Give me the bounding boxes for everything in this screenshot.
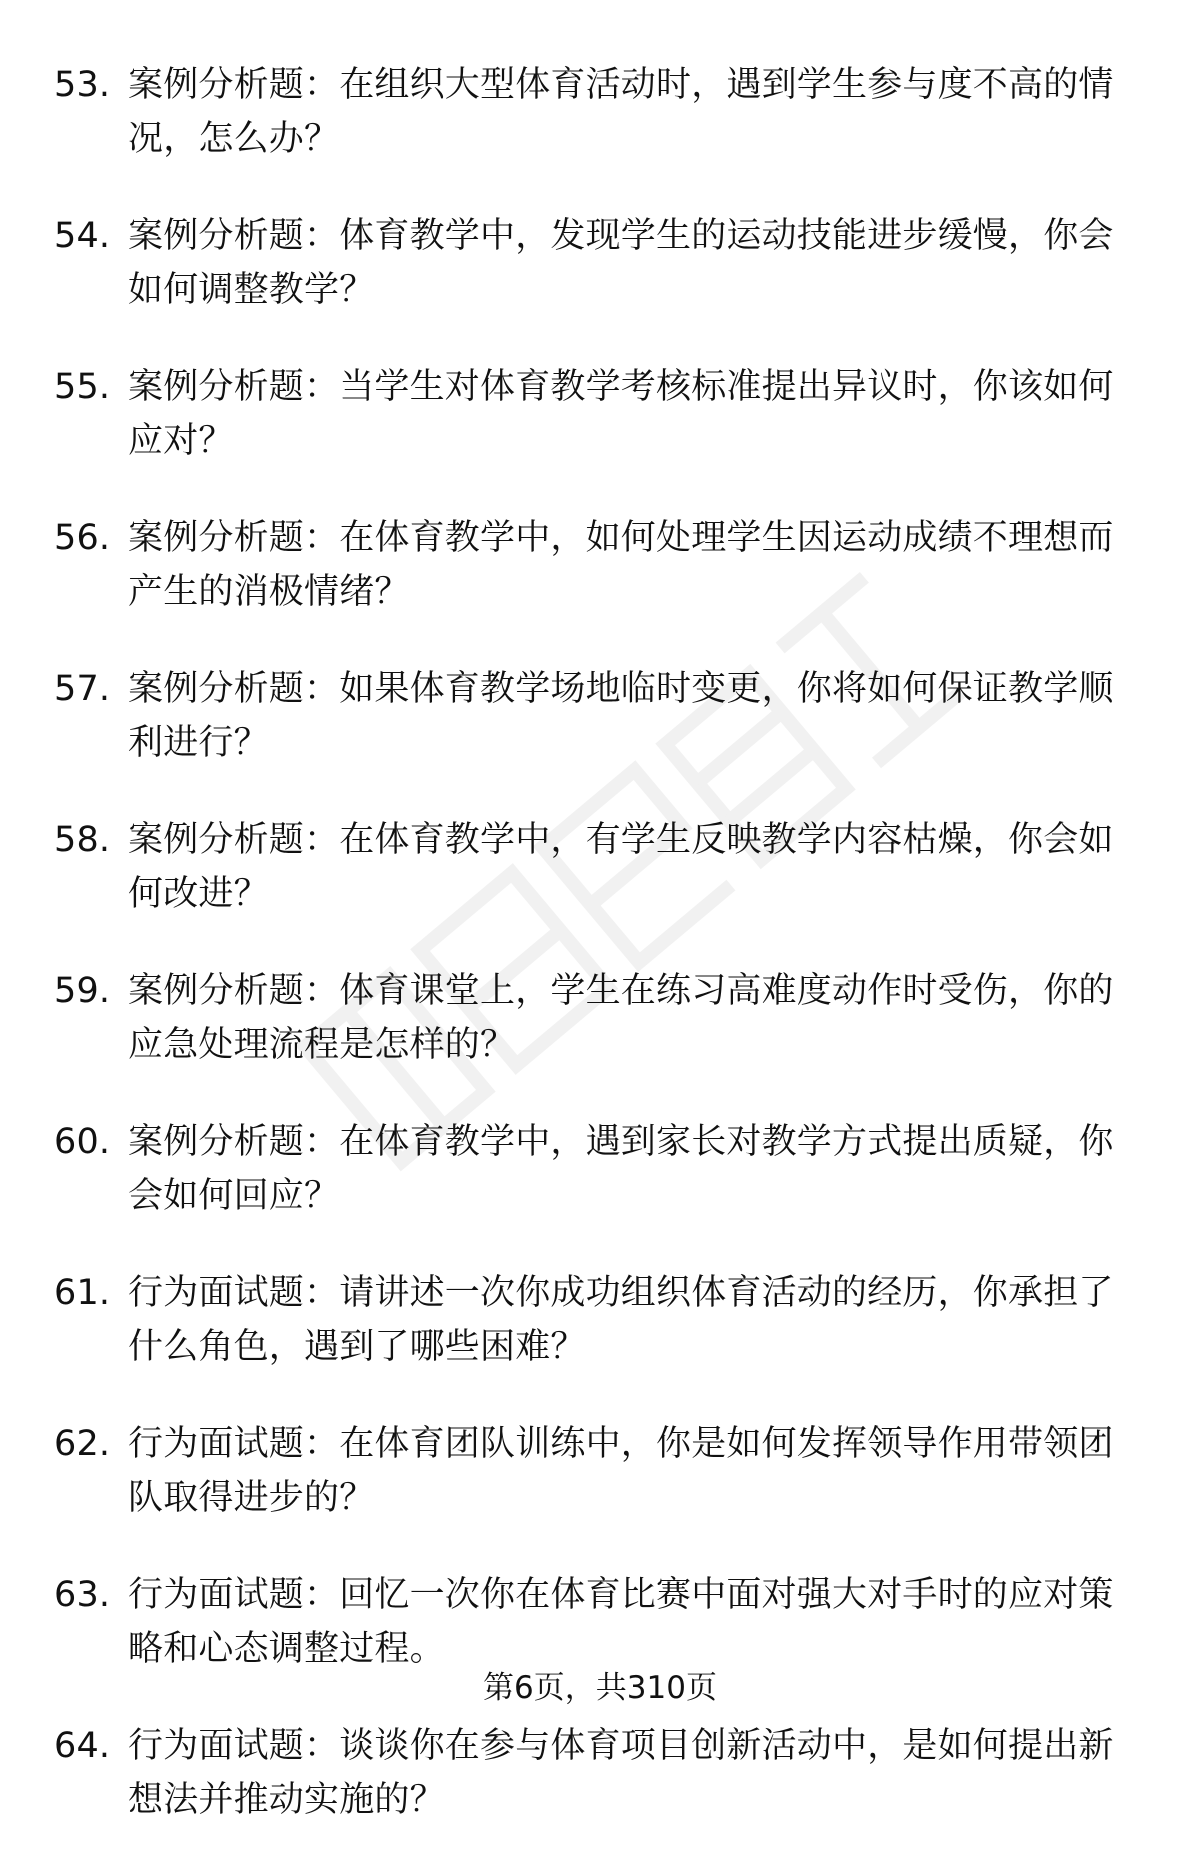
question-text: 案例分析题：体育课堂上，学生在练习高难度动作时受伤，你的应急处理流程是怎样的？ (128, 971, 1114, 1065)
question-item (54, 1266, 1146, 1374)
question-number: 62. (54, 1424, 111, 1464)
question-number: 53. (54, 65, 111, 105)
question-text: 行为面试题：请讲述一次你成功组织体育活动的经历，你承担了什么角色，遇到了哪些困难？ (128, 1273, 1114, 1367)
question-item (54, 58, 1146, 166)
question-text: 案例分析题：如果体育教学场地临时变更，你将如何保证教学顺利进行？ (128, 669, 1114, 763)
question-text: 案例分析题：在体育教学中，遇到家长对教学方式提出质疑，你会如何回应？ (128, 1122, 1114, 1216)
question-number: 55. (54, 367, 111, 407)
question-number: 60. (54, 1122, 111, 1162)
question-item (54, 1115, 1146, 1223)
question-item (54, 1417, 1146, 1525)
question-number: 64. (54, 1726, 111, 1766)
question-number: 63. (54, 1575, 111, 1615)
question-item (54, 662, 1146, 770)
question-text: 案例分析题：在组织大型体育活动时，遇到学生参与度不高的情况，怎么办？ (128, 65, 1114, 159)
question-number: 59. (54, 971, 111, 1011)
question-number: 56. (54, 518, 111, 558)
question-number: 58. (54, 820, 111, 860)
question-item (54, 813, 1146, 921)
question-text: 行为面试题：谈谈你在参与体育项目创新活动中，是如何提出新想法并推动实施的？ (128, 1726, 1114, 1820)
question-text: 行为面试题：在体育团队训练中，你是如何发挥领导作用带领团队取得进步的？ (128, 1424, 1114, 1518)
question-item (54, 1719, 1146, 1827)
question-number: 57. (54, 669, 111, 709)
question-item (54, 360, 1146, 468)
question-list (54, 58, 1146, 1870)
question-item (54, 1568, 1146, 1676)
question-text: 案例分析题：当学生对体育教学考核标准提出异议时，你该如何应对？ (128, 367, 1114, 461)
question-item (54, 511, 1146, 619)
question-item (54, 209, 1146, 317)
question-text: 案例分析题：在体育教学中，如何处理学生因运动成绩不理想而产生的消极情绪？ (128, 518, 1114, 612)
question-number: 54. (54, 216, 111, 256)
question-text: 案例分析题：体育教学中，发现学生的运动技能进步缓慢，你会如何调整教学？ (128, 216, 1114, 310)
page-footer (0, 1668, 1200, 1708)
question-item (54, 964, 1146, 1072)
question-number: 61. (54, 1273, 111, 1313)
page-number-label: 第6页，共310页 (483, 1670, 717, 1706)
question-text: 行为面试题：回忆一次你在体育比赛中面对强大对手时的应对策略和心态调整过程。 (128, 1575, 1114, 1669)
question-text: 案例分析题：在体育教学中，有学生反映教学内容枯燥，你会如何改进？ (128, 820, 1114, 914)
